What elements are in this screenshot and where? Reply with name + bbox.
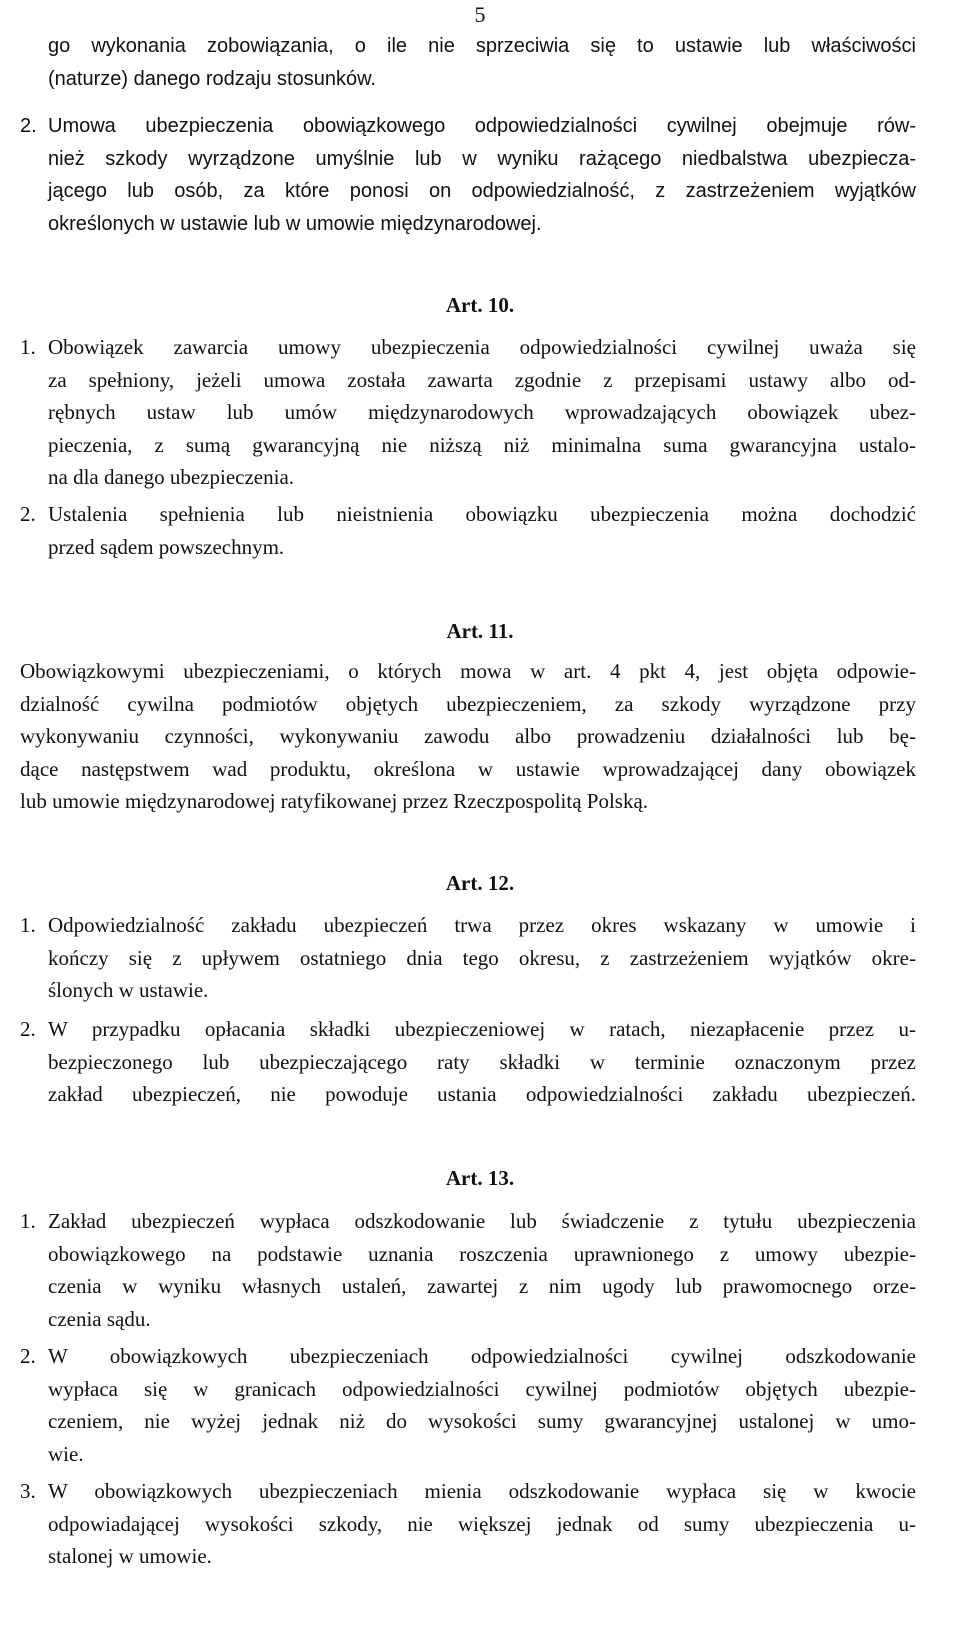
paragraph-line: W przypadku opłacania składki ubezpieczeniowej w ratach, niezapłacenie przez u-	[48, 1017, 916, 1041]
paragraph-line: dące następstwem wad produktu, określona w ustawie wprowadzającej dany obowiązek	[20, 756, 916, 781]
continuation-paragraph	[48, 30, 916, 95]
paragraph-line: Ustalenia spełnienia lub nieistnienia obowiązku ubezpieczenia można dochodzić	[48, 502, 916, 526]
item-number: 2.	[20, 502, 36, 526]
paragraph-line: dzialność cywilna podmiotów objętych ubezpieczeniem, za szkody wyrządzone przy	[20, 691, 916, 716]
paragraph-line: wie.	[48, 1441, 84, 1466]
paragraph-line: W obowiązkowych ubezpieczeniach mienia odszkodowanie wypłaca się w kwocie	[48, 1479, 916, 1503]
paragraph-line: Umowa ubezpieczenia obowiązkowego odpowiedzialności cywilnej obejmuje rów-	[48, 115, 916, 137]
paragraph-line: czenia sądu.	[48, 1306, 151, 1331]
article-11-heading: Art. 11.	[446, 619, 514, 643]
paragraph-line: Odpowiedzialność zakładu ubezpieczeń trwa przez okres wskazany w umowie i	[48, 913, 916, 937]
art12-item-2-paragraph	[48, 1013, 916, 1111]
paragraph-line: za spełniony, jeżeli umowa została zawarta zgodnie z przepisami ustawy albo od-	[48, 367, 916, 392]
item-number: 1.	[20, 1209, 36, 1233]
paragraph-line: bezpieczonego lub ubezpieczającego raty składki w terminie oznaczonym przez	[48, 1049, 916, 1074]
top-item-2-paragraph	[48, 110, 916, 240]
item-number: 2.	[20, 115, 37, 137]
item-number: 2.	[20, 1017, 36, 1041]
paragraph-line: wykonywaniu czynności, wykonywaniu zawodu albo prowadzeniu działalności lub bę-	[20, 724, 916, 748]
paragraph-line: kończy się z upływem ostatniego dnia tego okresu, z zastrzeżeniem wyjątków okre-	[48, 945, 916, 970]
art12-item-1-paragraph	[48, 909, 916, 1007]
item-number: 2.	[20, 1344, 36, 1368]
page-number: 5	[474, 2, 486, 27]
paragraph-line: Obowiązkowymi ubezpieczeniami, o których mowa w art. 4 pkt 4, jest objęta odpowie-	[20, 659, 916, 683]
art13-item-1-paragraph	[48, 1205, 916, 1335]
item-number: 1.	[20, 913, 36, 937]
paragraph-line: Zakład ubezpieczeń wypłaca odszkodowanie lub świadczenie z tytułu ubezpieczenia	[48, 1209, 916, 1233]
article-13-heading: Art. 13.	[445, 1166, 515, 1190]
paragraph-line: go wykonania zobowiązania, o ile nie sprzeciwia się to ustawie lub właściwości	[48, 35, 916, 57]
paragraph-line: stalonej w umowie.	[48, 1544, 212, 1568]
paragraph-line: W obowiązkowych ubezpieczeniach odpowiedzialności cywilnej odszkodowanie	[48, 1344, 916, 1368]
paragraph-line: wypłaca się w granicach odpowiedzialności cywilnej podmiotów objętych ubezpie-	[48, 1376, 916, 1401]
paragraph-line: obowiązkowego na podstawie uznania roszczenia uprawnionego z umowy ubezpie-	[48, 1241, 916, 1266]
art10-item-2-paragraph	[48, 498, 916, 563]
paragraph-line: przed sądem powszechnym.	[48, 534, 285, 559]
paragraph-line: lub umowie międzynarodowej ratyfikowanej przez Rzeczpospolitą Polską.	[20, 789, 649, 813]
paragraph-line: czeniem, nie wyżej jednak niż do wysokości sumy gwarancyjnej ustalonej w umo-	[48, 1409, 916, 1433]
art13-item-2-paragraph	[48, 1340, 916, 1470]
paragraph-line: odpowiadającej wysokości szkody, nie większej jednak od sumy ubezpieczenia u-	[48, 1511, 916, 1536]
paragraph-line: rębnych ustaw lub umów międzynarodowych wprowadzających obowiązek ubez-	[48, 400, 916, 424]
paragraph-line: pieczenia, z sumą gwarancyjną nie niższą niż minimalna suma gwarancyjna ustalo-	[48, 432, 916, 457]
article-12-heading: Art. 12.	[445, 871, 515, 895]
art13-item-3-paragraph	[48, 1475, 916, 1573]
art11-paragraph	[20, 655, 916, 818]
paragraph-line: jącego lub osób, za które ponosi on odpowiedzialność, z zastrzeżeniem wyjątków	[48, 180, 916, 202]
paragraph-line: Obowiązek zawarcia umowy ubezpieczenia odpowiedzialności cywilnej uważa się	[48, 335, 916, 359]
paragraph-line: na dla danego ubezpieczenia.	[48, 465, 295, 489]
art10-item-1-paragraph	[48, 331, 916, 494]
article-10-heading: Art. 10.	[445, 293, 515, 317]
item-number: 3.	[20, 1479, 36, 1503]
paragraph-line: określonych w ustawie lub w umowie międzynarodowej.	[48, 212, 542, 235]
paragraph-line: nież szkody wyrządzone umyślnie lub w wyniku rażącego niedbalstwa ubezpiecza-	[48, 147, 916, 170]
paragraph-line: zakład ubezpieczeń, nie powoduje ustania odpowiedzialności zakładu ubezpieczeń.	[48, 1082, 916, 1106]
paragraph-line: (naturze) danego rodzaju stosunków.	[48, 67, 376, 90]
paragraph-line: ślonych w ustawie.	[48, 978, 209, 1002]
item-number: 1.	[20, 335, 36, 359]
paragraph-line: czenia w wyniku własnych ustaleń, zawartej z nim ugody lub prawomocnego orze-	[48, 1274, 916, 1298]
